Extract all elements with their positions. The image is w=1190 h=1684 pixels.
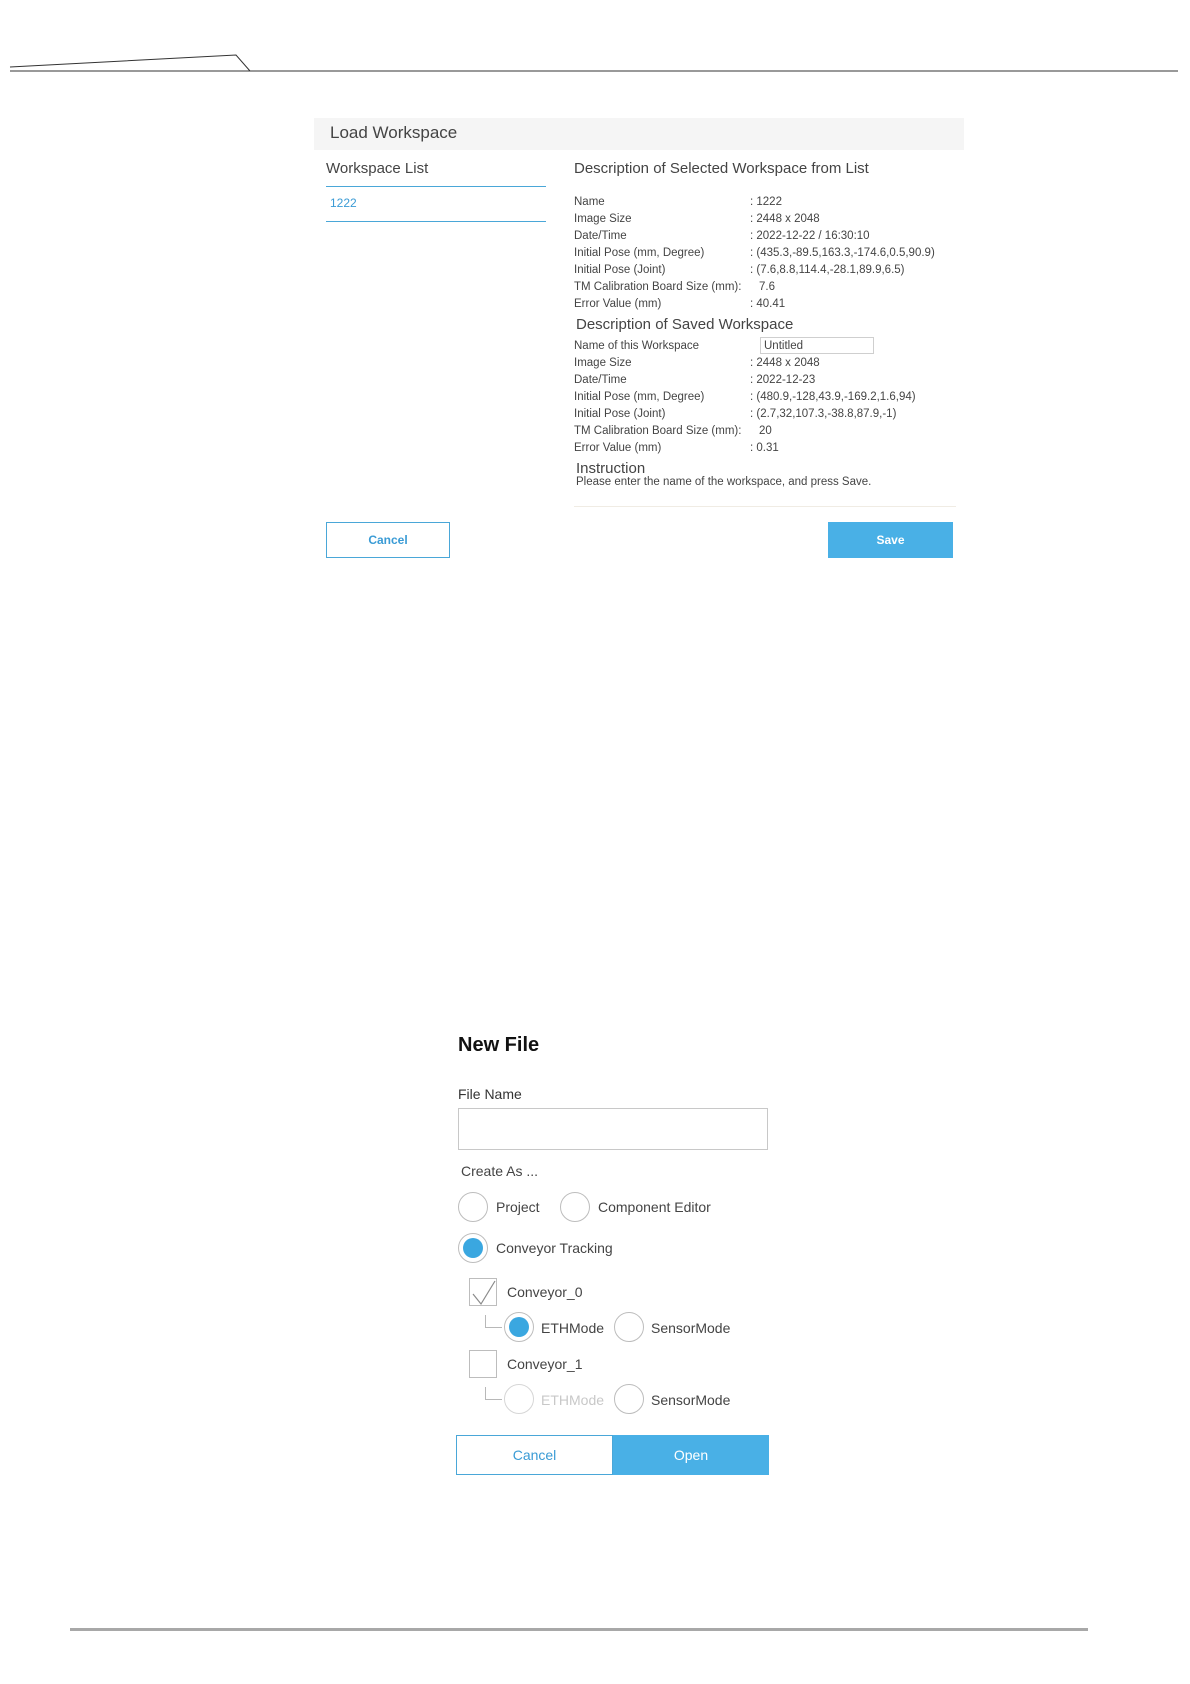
info-row <box>574 408 964 425</box>
tree-connector <box>485 1387 502 1400</box>
checkmark-icon <box>470 1279 498 1307</box>
file-name-input[interactable] <box>458 1108 768 1150</box>
info-row <box>574 230 964 247</box>
dialog-title: Load Workspace <box>330 123 458 142</box>
file-name-label: File Name <box>458 1086 522 1102</box>
workspace-list-item[interactable]: 1222 <box>330 196 357 210</box>
info-label: Initial Pose (Joint) <box>574 408 666 420</box>
info-row <box>574 281 964 298</box>
info-value: : (435.3,-89.5,163.3,-174.6,0.5,90.9) <box>750 247 935 259</box>
list-divider <box>326 186 546 187</box>
workspace-list-heading: Workspace List <box>326 160 429 177</box>
info-value: : 2448 x 2048 <box>750 357 820 369</box>
info-value: : (2.7,32,107.3,-38.8,87.9,-1) <box>750 408 897 420</box>
save-button[interactable]: Save <box>828 522 953 558</box>
info-label: Name <box>574 196 605 208</box>
workspace-name-label: Name of this Workspace <box>574 340 700 352</box>
component-editor-radio[interactable] <box>560 1192 590 1222</box>
conveyor-0-checkbox[interactable] <box>469 1278 497 1306</box>
project-radio[interactable] <box>458 1192 488 1222</box>
cancel-button[interactable]: Cancel <box>326 522 450 558</box>
info-row <box>574 213 964 230</box>
conveyor-1-checkbox[interactable] <box>469 1350 497 1378</box>
conveyor-1-sensor-radio[interactable] <box>614 1384 644 1414</box>
info-value: 20 <box>759 425 772 437</box>
info-label: TM Calibration Board Size (mm): <box>574 281 742 293</box>
instruction-divider <box>574 506 956 507</box>
info-label: Initial Pose (mm, Degree) <box>574 391 705 403</box>
open-button[interactable]: Open <box>613 1435 769 1475</box>
info-row <box>574 357 964 374</box>
info-row <box>574 391 964 408</box>
info-value: : 40.41 <box>750 298 786 310</box>
info-row <box>574 196 964 213</box>
info-value: : 2448 x 2048 <box>750 213 820 225</box>
info-label: Date/Time <box>574 374 627 386</box>
instruction-heading: Instruction <box>576 460 646 477</box>
project-label: Project <box>496 1199 540 1215</box>
component-editor-label: Component Editor <box>598 1199 711 1215</box>
workspace-name-input[interactable] <box>760 337 874 354</box>
new-file-title: New File <box>458 1034 540 1056</box>
info-label: Initial Pose (Joint) <box>574 264 666 276</box>
conveyor-0-sensor-radio[interactable] <box>614 1312 644 1342</box>
conveyor-1-sensor-label: SensorMode <box>651 1392 731 1408</box>
info-value: : (7.6,8.8,114.4,-28.1,89.9,6.5) <box>750 264 905 276</box>
conveyor-tracking-label: Conveyor Tracking <box>496 1240 613 1256</box>
info-row <box>574 247 964 264</box>
info-label: Error Value (mm) <box>574 442 662 454</box>
info-value: : 2022-12-22 / 16:30:10 <box>750 230 870 242</box>
conveyor-1-eth-label: ETHMode <box>541 1392 605 1408</box>
conveyor-0-sensor-label: SensorMode <box>651 1320 731 1336</box>
info-value: : 1222 <box>750 196 782 208</box>
info-label: Initial Pose (mm, Degree) <box>574 247 705 259</box>
info-label: Image Size <box>574 213 632 225</box>
info-row <box>574 442 964 459</box>
info-row <box>574 425 964 442</box>
info-value: 7.6 <box>759 281 775 293</box>
info-label: Error Value (mm) <box>574 298 662 310</box>
conveyor-1-label: Conveyor_1 <box>507 1356 583 1372</box>
header-rule <box>0 0 1190 80</box>
instruction-text: Please enter the name of the workspace, and press Save. <box>576 476 872 488</box>
footer-rule <box>70 1628 1088 1631</box>
info-label: Image Size <box>574 357 632 369</box>
list-divider <box>326 221 546 222</box>
conveyor-0-label: Conveyor_0 <box>507 1284 583 1300</box>
conveyor-1-eth-radio[interactable] <box>504 1384 534 1414</box>
info-label: TM Calibration Board Size (mm): <box>574 425 742 437</box>
info-value: : (480.9,-128,43.9,-169.2,1.6,94) <box>750 391 916 403</box>
info-label: Date/Time <box>574 230 627 242</box>
info-row <box>574 374 964 391</box>
conveyor-0-eth-radio[interactable] <box>504 1312 534 1342</box>
info-row <box>574 298 964 315</box>
conveyor-0-eth-label: ETHMode <box>541 1320 605 1336</box>
conveyor-tracking-radio[interactable] <box>458 1233 488 1263</box>
saved-workspace-heading: Description of Saved Workspace <box>576 316 794 333</box>
info-value: : 0.31 <box>750 442 779 454</box>
cancel-button[interactable]: Cancel <box>456 1435 613 1475</box>
create-as-label: Create As ... <box>461 1163 539 1179</box>
selected-workspace-heading: Description of Selected Workspace from List <box>574 160 869 177</box>
info-row <box>574 264 964 281</box>
tree-connector <box>485 1315 502 1328</box>
info-value: : 2022-12-23 <box>750 374 816 386</box>
